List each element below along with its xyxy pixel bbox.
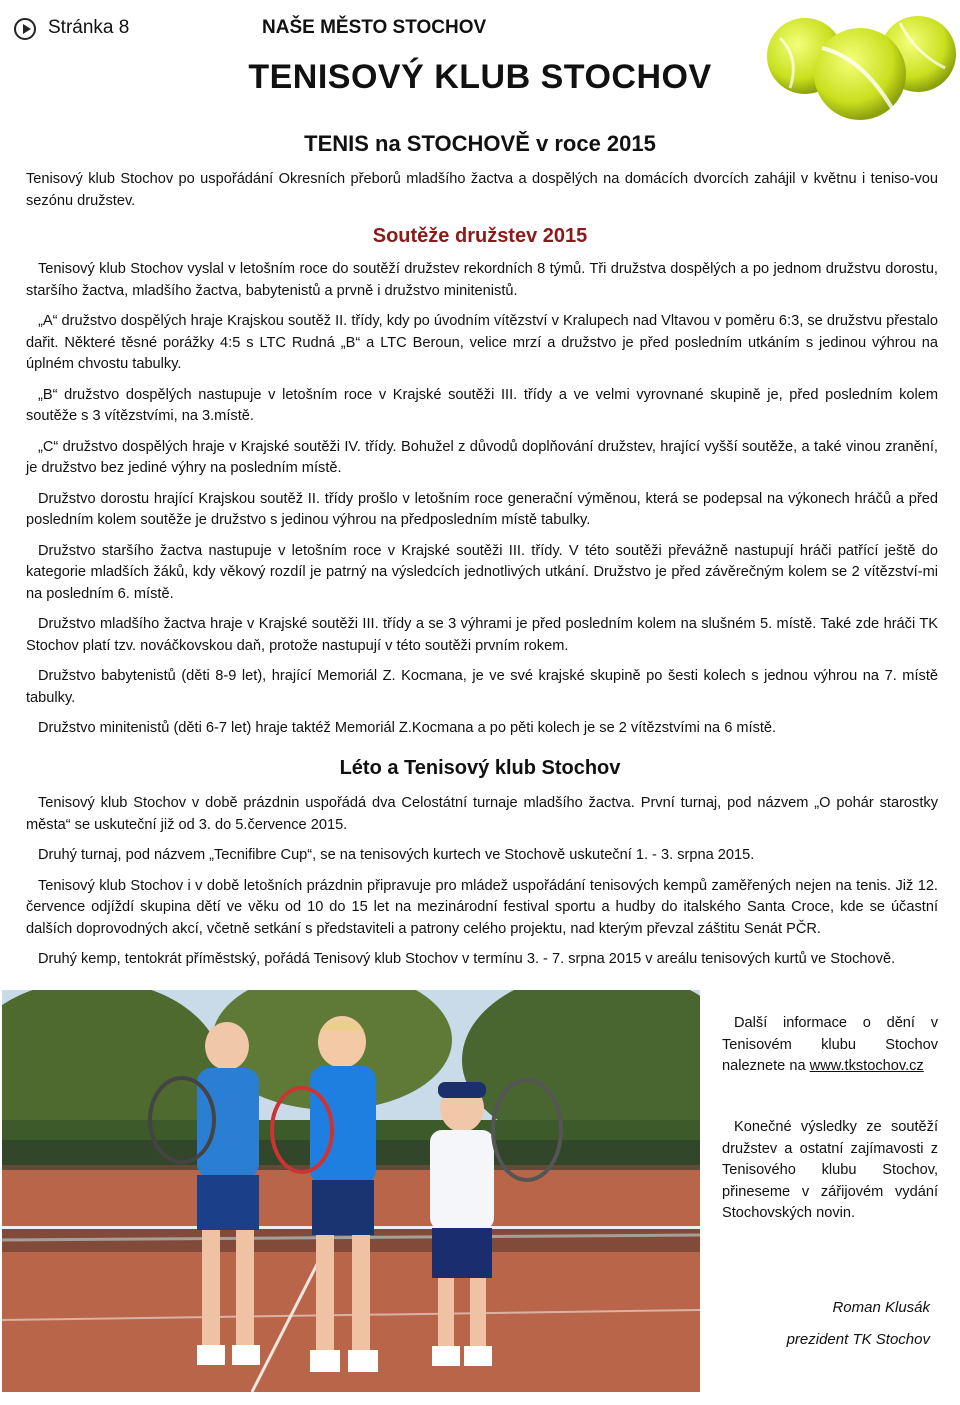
intro-paragraph: Tenisový klub Stochov po uspořádání Okresních přeborů mladšího žactva a dospělých na domácích dvorcích zahájil v květnu i teniso-vou sezónu družstev.	[26, 171, 938, 209]
paragraph: Tenisový klub Stochov i v době letošních prázdnin připravuje pro mládež uspořádání tenisových kempů zaměřených nejen na tenis. Již 12. července odjíždí skupina dětí ve věku od 10 do 15 let na mezinárodní festival sportu a hudby do italského Santa Croce, kde se účastní dalších doprovodných akcí, včetně setkání s představiteli a patrony celého projektu, nad kterým převzal záštitu Senát PČR.	[26, 877, 938, 937]
souteze-text	[26, 259, 938, 740]
website-link[interactable]: www.tkstochov.cz	[809, 1058, 924, 1074]
results-text: Konečné výsledky ze soutěží družstev a ostatní zajímavosti z Tenisového klubu Stochov, přineseme v zářijovém vydání Stochovských novin.	[722, 1119, 938, 1221]
paragraph: Druhý kemp, tentokrát příměstský, pořádá Tenisový klub Stochov v termínu 3. - 7. srpna 2015 v areálu tenisových kurtů ve Stochově.	[38, 951, 896, 967]
paragraph: Tenisový klub Stochov v době prázdnin uspořádá dva Celostátní turnaje mladšího žactva. První turnaj, pod názvem „O pohár starostky města“ se uskuteční již od 3. do 5.července 2015.	[26, 795, 938, 833]
results-note	[722, 1117, 938, 1225]
signature-name: Roman Klusák	[832, 1299, 930, 1316]
paragraph: Družstvo minitenistů (děti 6-7 let) hraje taktéž Memoriál Z.Kocmana a po pěti kolech je se 2 vítězstvími na 6 místě.	[38, 720, 777, 736]
paragraph: Druhý turnaj, pod názvem „Tecnifibre Cup“, se na tenisových kurtech ve Stochově uskuteční 1. - 3. srpna 2015.	[38, 847, 755, 863]
page-number: Stránka 8	[48, 17, 130, 38]
children-tennis-photo	[2, 990, 700, 1392]
signature-role: prezident TK Stochov	[786, 1331, 930, 1348]
paragraph: Družstvo mladšího žactva hraje v Krajské soutěži III. třídy a se 3 výhrami je před posledním kolem na slušném 5. místě. Také zde hráči TK Stochov platí tzv. nováčkovskou daň, protože nastupují v této soutěži prvním rokem.	[26, 616, 938, 654]
info-box	[722, 1013, 938, 1078]
leto-text	[26, 793, 938, 971]
paragraph: Družstvo dorostu hrající Krajskou soutěž II. třídy prošlo v letošním roce generační výměnou, která se podepsal na výkonech hráčů a před posledním kolem soutěže je družstvo s jedinou výhrou na předposledním místě tabulky.	[26, 490, 938, 528]
paragraph: „C“ družstvo dospělých hraje v Krajské soutěži IV. třídy. Bohužel z důvodů doplňování družstev, hrající vyšší soutěže, a také vinou zranění, je družstvo bez jediné výhry na posledním místě.	[26, 438, 938, 476]
section-heading-souteze: Soutěže družstev 2015	[372, 225, 588, 247]
section-heading-leto: Léto a Tenisový klub Stochov	[339, 757, 621, 779]
section-heading-tenis-2015: TENIS na STOCHOVĚ v roce 2015	[304, 131, 656, 156]
paragraph: „B“ družstvo dospělých nastupuje v letošním roce v Krajské soutěži III. třídy a ve velmi vyrovnané skupině je, před posledním kolem soutěže s 3 vítězstvími, na 3.místě.	[26, 386, 938, 424]
publication-title: NAŠE MĚSTO STOCHOV	[262, 17, 487, 38]
info-text: Další informace o dění v Tenisovém klubu Stochov naleznete na	[722, 1015, 938, 1074]
main-title: TENISOVÝ KLUB STOCHOV	[248, 58, 712, 96]
paragraph: „A“ družstvo dospělých hraje Krajskou soutěž II. třídy, kdy po úvodním vítězství v Kralupech nad Vltavou v poměru 6:3, se družstvu přestalo dařit. Některé těsné porážky 4:5 s LTC Rudná „B“ a LTC Beroun, velice mrzí a družstvo je před posledním utkáním s jedinou výhrou na úplném chvostu tabulky.	[26, 313, 938, 372]
paragraph: Družstvo staršího žactva nastupuje v letošním roce v Krajské soutěži III. třídy. V této soutěži převážně nastupují hráči patřící ještě do kategorie mladších žáků, kdy věkový rozdíl je patrný na výsledcích jednotlivých utkání. Družstvo je před závěrečným kolem se 2 vítězství-mi na posledním 6. místě.	[26, 542, 938, 602]
paragraph: Tenisový klub Stochov vyslal v letošním roce do soutěží družstev rekordních 8 týmů. Tři družstva dospělých a po jednom družstvu dorostu, staršího žactva, mladšího žactva, babytenistů a prvně i družstvo minitenistů.	[26, 261, 938, 299]
play-icon	[14, 18, 36, 40]
paragraph: Družstvo babytenistů (děti 8-9 let), hrající Memoriál Z. Kocmana, je ve své krajské skupině po šesti kolech s jednou výhrou na 7. místě tabulky.	[26, 668, 938, 706]
